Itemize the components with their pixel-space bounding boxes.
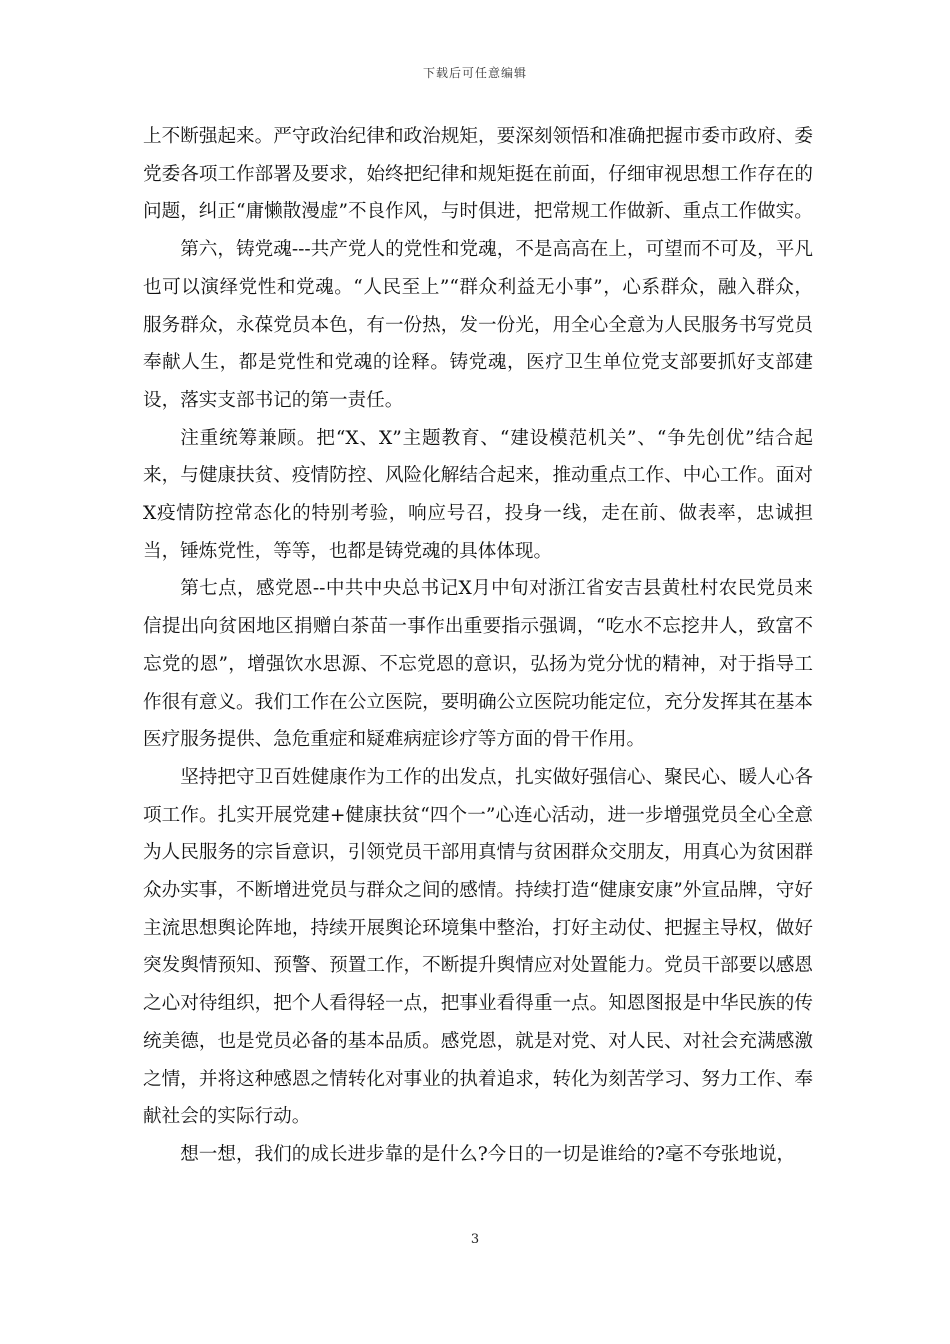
document-body bbox=[143, 118, 813, 1174]
paragraph-reflection: 想一想，我们的成长进步靠的是什么?今日的一切是谁给的?毫不夸张地说， bbox=[180, 1143, 796, 1165]
paragraph-overall-planning: 注重统筹兼顾。把“X、X”主题教育、“建设模范机关”、“争先创优”结合起来，与健康扶贫、疫情防控、风险化解结合起来，推动重点工作、中心工作。面对X疫情防控常态化的特别考验，响应号召，投身一线，走在前、做表率，忠诚担当，锤炼党性，等等，也都是铸党魂的具体体现。 bbox=[143, 427, 813, 562]
paragraph-continuation: 上不断强起来。严守政治纪律和政治规矩，要深刻领悟和准确把握市委市政府、委党委各项工作部署及要求，始终把纪律和规矩挺在前面，仔细审视思想工作存在的问题，纠正“庸懒散漫虚”不良作风，与时俱进，把常规工作做新、重点工作做实。 bbox=[143, 126, 813, 223]
page-number: 3 bbox=[470, 1232, 480, 1247]
paragraph-health-guard: 坚持把守卫百姓健康作为工作的出发点，扎实做好强信心、聚民心、暖人心各项工作。扎实开展党建+健康扶贫“四个一”心连心活动，进一步增强党员全心全意为人民服务的宗旨意识，引领党员干部用真情与贫困群众交朋友，用真心为贫困群众办实事，不断增进党员与群众之间的感情。持续打造“健康安康”外宣品牌，守好主流思想舆论阵地，持续开展舆论环境集中整治，打好主动仗、把握主导权，做好突发舆情预知、预警、预置工作，不断提升舆情应对处置能力。党员干部要以感恩之心对待组织，把个人看得轻一点，把事业看得重一点。知恩图报是中华民族的传统美德，也是党员必备的基本品质。感党恩，就是对党、对人民、对社会充满感激之情，并将这种感恩之情转化对事业的执着追求，转化为刻苦学习、努力工作、奉献社会的实际行动。 bbox=[143, 766, 813, 1128]
paragraph-sixth-point: 第六，铸党魂---共产党人的党性和党魂，不是高高在上，可望而不可及，平凡也可以演绎党性和党魂。“人民至上”“群众利益无小事”，心系群众，融入群众，服务群众，永葆党员本色，有一份热，发一份光，用全心全意为人民服务书写党员奉献人生，都是党性和党魂的诠释。铸党魂，医疗卫生单位党支部要抓好支部建设，落实支部书记的第一责任。 bbox=[143, 239, 813, 411]
page-header: 下载后可任意编辑 bbox=[422, 66, 527, 80]
paragraph-seventh-point: 第七点，感党恩--中共中央总书记X月中旬对浙江省安吉县黄杜村农民党员来信提出向贫困地区捐赠白茶苗一事作出重要指示强调，“吃水不忘挖井人，致富不忘党的恩”，增强饮水思源、不忘党恩的意识，弘扬为党分忧的精神，对于指导工作很有意义。我们工作在公立医院，要明确公立医院功能定位，充分发挥其在基本医疗服务提供、急危重症和疑难病症诊疗等方面的骨干作用。 bbox=[143, 578, 813, 751]
